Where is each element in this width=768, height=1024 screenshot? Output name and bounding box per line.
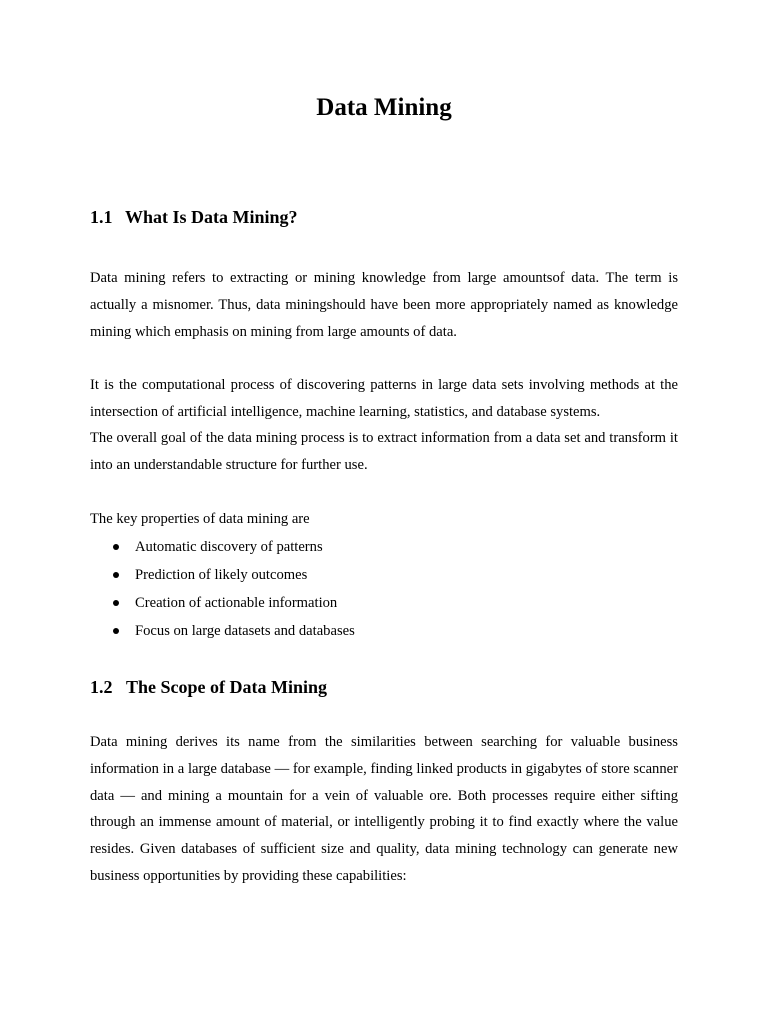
paragraph-key-properties-intro: The key properties of data mining are [90,511,310,527]
section-heading-1-2 [90,675,327,699]
list-item-text: Automatic discovery of patterns [135,539,323,555]
section-title: What Is Data Mining? [125,207,298,227]
paragraph-scope: Data mining derives its name from the similarities between searching for valuable business information in a large database — for example, finding linked products in gigabytes of store scanner data — and mining a mountain for a vein of valuable ore. Both processes require either sifting through an immense amount of material, or intelligently probing it to find exactly where the value resides. Given databases of sufficient size and quality, data mining technology can generate new business opportunities by providing these capabilities: [90,734,678,884]
list-item [90,561,355,589]
key-properties-list [90,533,355,645]
section-number: 1.2 [90,677,113,697]
bullet-icon [113,628,119,634]
list-item-text: Creation of actionable information [135,595,338,611]
list-item-text: Prediction of likely outcomes [135,567,308,583]
bullet-icon [113,544,119,550]
section-title: The Scope of Data Mining [126,677,328,697]
list-item-text: Focus on large datasets and databases [135,623,355,639]
paragraph-definition: Data mining refers to extracting or mining knowledge from large amountsof data. The term is actually a misnomer. Thus, data miningshould have been more appropriately named as knowledge mining which emphasis on mining from large amounts of data. [90,270,678,340]
list-item [90,589,355,617]
list-item [90,617,355,645]
bullet-icon [113,572,119,578]
document-title: Data Mining [316,94,452,121]
paragraph-computational-process: It is the computational process of discovering patterns in large data sets involving methods at the intersection of artificial intelligence, machine learning, statistics, and database systems. [90,377,678,420]
paragraph-overall-goal: The overall goal of the data mining process is to extract information from a data set and transform it into an understandable structure for further use. [90,430,678,473]
bullet-icon [113,600,119,606]
section-number: 1.1 [90,207,113,227]
list-item [90,533,355,561]
section-heading-1-1 [90,205,298,229]
